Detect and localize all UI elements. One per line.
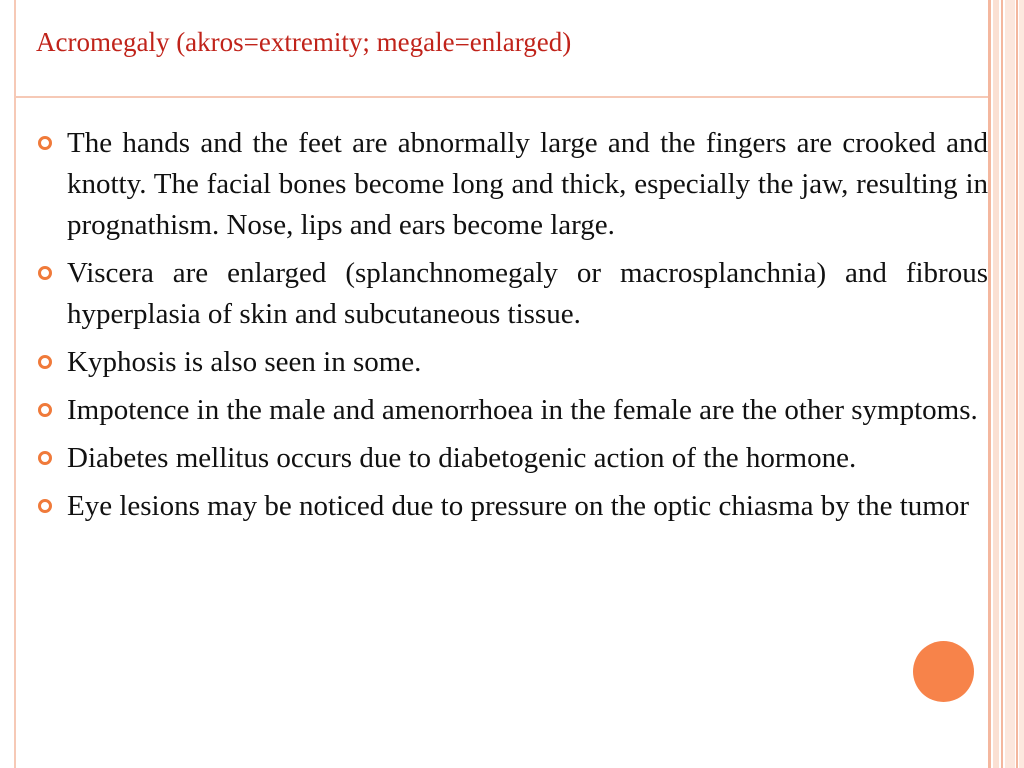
right-stripe [1019,0,1024,768]
right-stripe [988,0,991,768]
bullet-item [36,390,988,431]
right-stripe [1005,0,1015,768]
bullet-circle-icon [38,403,52,417]
bullet-circle-icon [38,451,52,465]
bullet-circle-icon [38,355,52,369]
bullet-item [36,123,988,246]
right-stripe [1001,0,1003,768]
bullet-circle-icon [38,266,52,280]
bullet-item [36,342,988,383]
bullet-item [36,486,988,527]
title-divider [14,96,990,98]
right-stripe [993,0,999,768]
bullet-circle-icon [38,136,52,150]
bullet-text: Eye lesions may be noticed due to pressure on the optic chiasma by the tumor [67,490,969,522]
left-border-line [14,0,16,768]
bullet-circle-icon [38,499,52,513]
bullet-item [36,253,988,335]
bullet-list [36,123,988,534]
slide-title: Acromegaly (akros=extremity; megale=enlarged) [36,27,572,57]
bullet-text: Diabetes mellitus occurs due to diabetogenic action of the hormone. [67,442,857,474]
orange-circle-decoration [913,641,974,702]
bullet-text: The hands and the feet are abnormally large and the fingers are crooked and knotty. The facial bones become long and thick, especially the jaw, resulting in prognathism. Nose, lips and ears become large. [67,127,988,241]
bullet-text: Impotence in the male and amenorrhoea in the female are the other symptoms. [67,394,978,426]
bullet-item [36,438,988,479]
bullet-text: Kyphosis is also seen in some. [67,346,422,378]
bullet-text: Viscera are enlarged (splanchnomegaly or macrosplanchnia) and fibrous hyperplasia of skin and subcutaneous tissue. [67,257,988,330]
right-stripe [1016,0,1018,768]
